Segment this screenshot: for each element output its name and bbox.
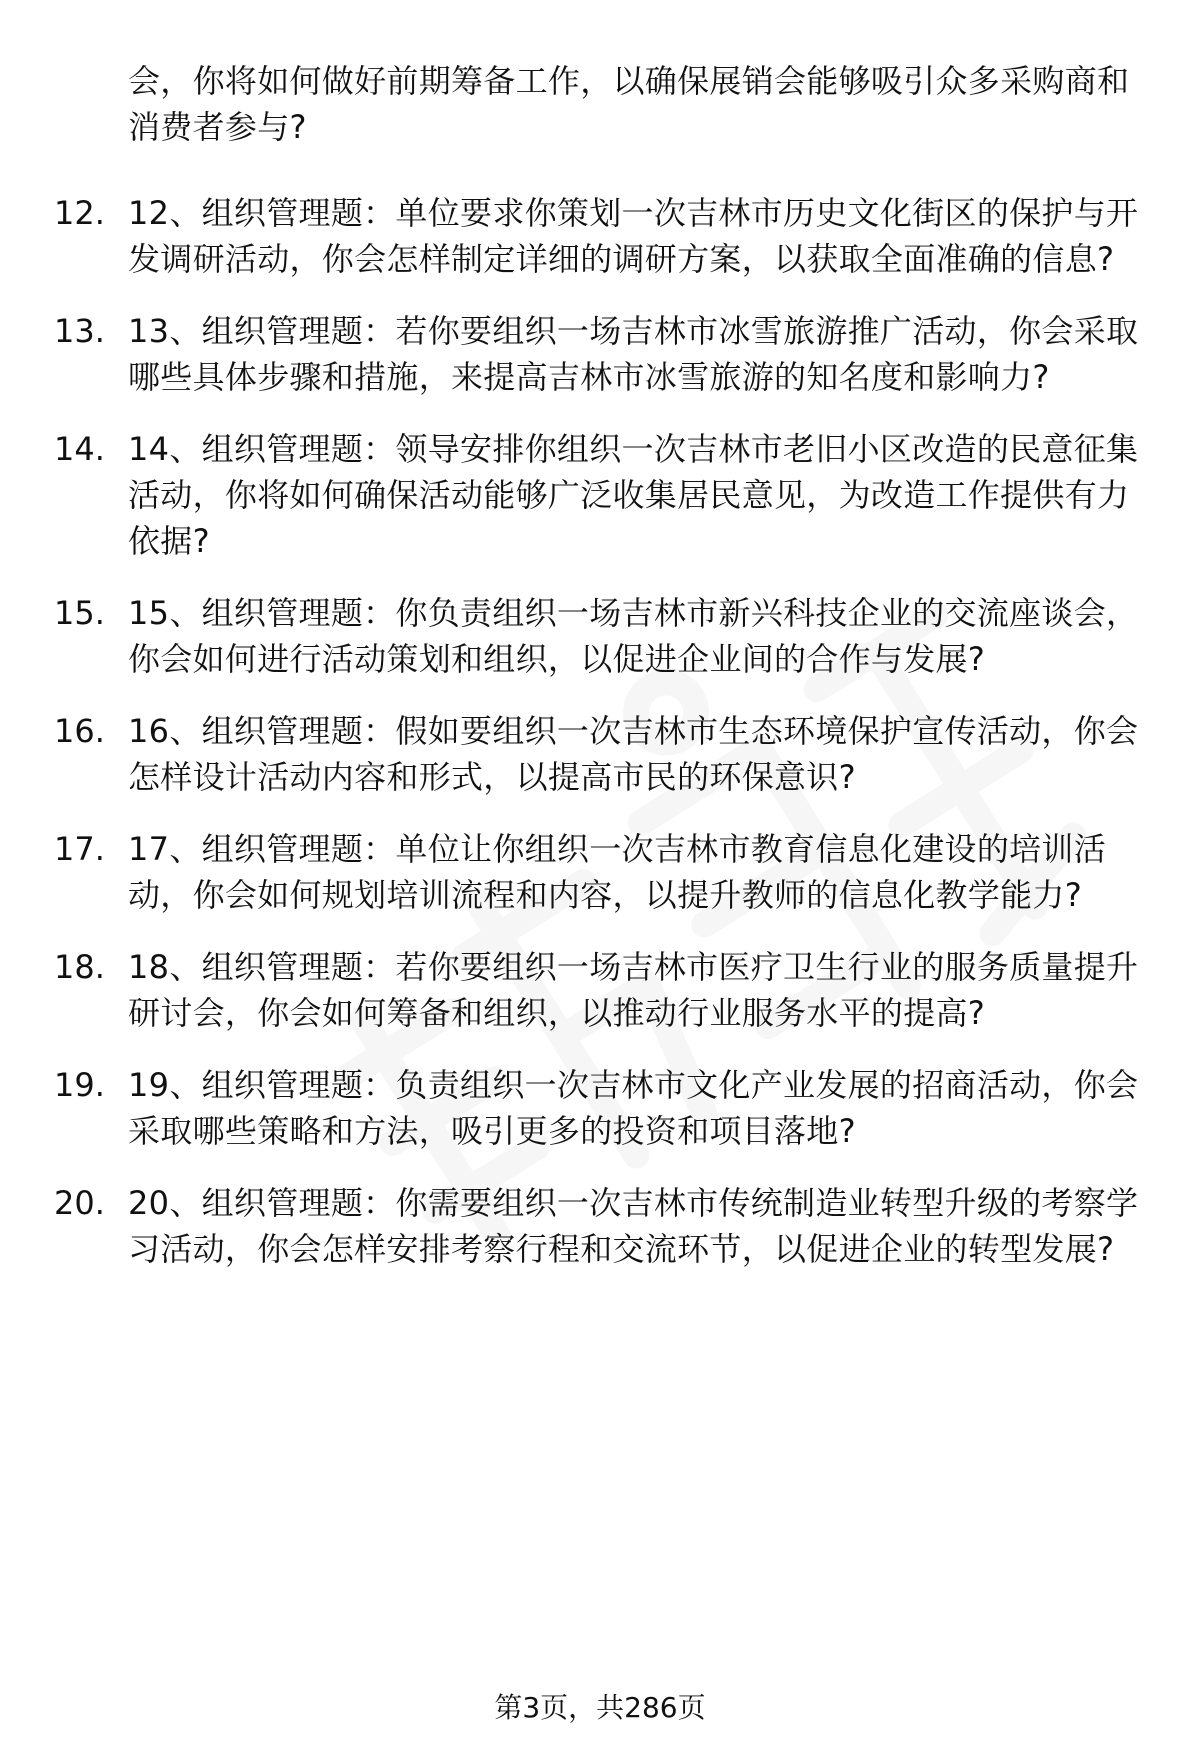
question-text: 15、组织管理题：你负责组织一场吉林市新兴科技企业的交流座谈会，你会如何进行活动策划和组织，以促进企业间的合作与发展? <box>128 594 1139 678</box>
question-number: 12. <box>54 194 105 232</box>
list-item <box>0 708 1200 800</box>
question-number: 20. <box>54 1184 105 1222</box>
list-item <box>0 426 1200 564</box>
question-number: 15. <box>54 594 105 632</box>
list-item <box>0 1062 1200 1154</box>
list-item <box>0 1180 1200 1272</box>
list-item <box>0 308 1200 400</box>
question-text: 14、组织管理题：领导安排你组织一次吉林市老旧小区改造的民意征集活动，你将如何确保活动能够广泛收集居民意见，为改造工作提供有力依据? <box>128 430 1139 560</box>
continued-question-text: 会，你将如何做好前期筹备工作，以确保展销会能够吸引众多采购商和消费者参与? <box>128 62 1130 146</box>
question-text: 13、组织管理题：若你要组织一场吉林市冰雪旅游推广活动，你会采取哪些具体步骤和措施，来提高吉林市冰雪旅游的知名度和影响力? <box>128 312 1139 396</box>
question-number: 18. <box>54 948 105 986</box>
list-item <box>0 944 1200 1036</box>
question-text: 19、组织管理题：负责组织一次吉林市文化产业发展的招商活动，你会采取哪些策略和方法，吸引更多的投资和项目落地? <box>128 1066 1139 1150</box>
list-item <box>0 826 1200 918</box>
question-text: 17、组织管理题：单位让你组织一次吉林市教育信息化建设的培训活动，你会如何规划培训流程和内容，以提升教师的信息化教学能力? <box>128 830 1107 914</box>
question-text: 18、组织管理题：若你要组织一场吉林市医疗卫生行业的服务质量提升研讨会，你会如何筹备和组织，以推动行业服务水平的提高? <box>128 948 1139 1032</box>
question-number: 13. <box>54 312 105 350</box>
question-number: 16. <box>54 712 105 750</box>
question-number: 14. <box>54 430 105 468</box>
list-item <box>0 590 1200 682</box>
question-number: 19. <box>54 1066 105 1104</box>
question-list <box>0 190 1200 1298</box>
question-text: 12、组织管理题：单位要求你策划一次吉林市历史文化街区的保护与开发调研活动，你会怎样制定详细的调研方案，以获取全面准确的信息? <box>128 194 1139 278</box>
page-footer: 第3页，共286页 <box>494 1691 706 1724</box>
question-number: 17. <box>54 830 105 868</box>
question-text: 16、组织管理题：假如要组织一次吉林市生态环境保护宣传活动，你会怎样设计活动内容和形式，以提高市民的环保意识? <box>128 712 1139 796</box>
list-item <box>0 190 1200 282</box>
question-text: 20、组织管理题：你需要组织一次吉林市传统制造业转型升级的考察学习活动，你会怎样安排考察行程和交流环节，以促进企业的转型发展? <box>128 1184 1139 1268</box>
